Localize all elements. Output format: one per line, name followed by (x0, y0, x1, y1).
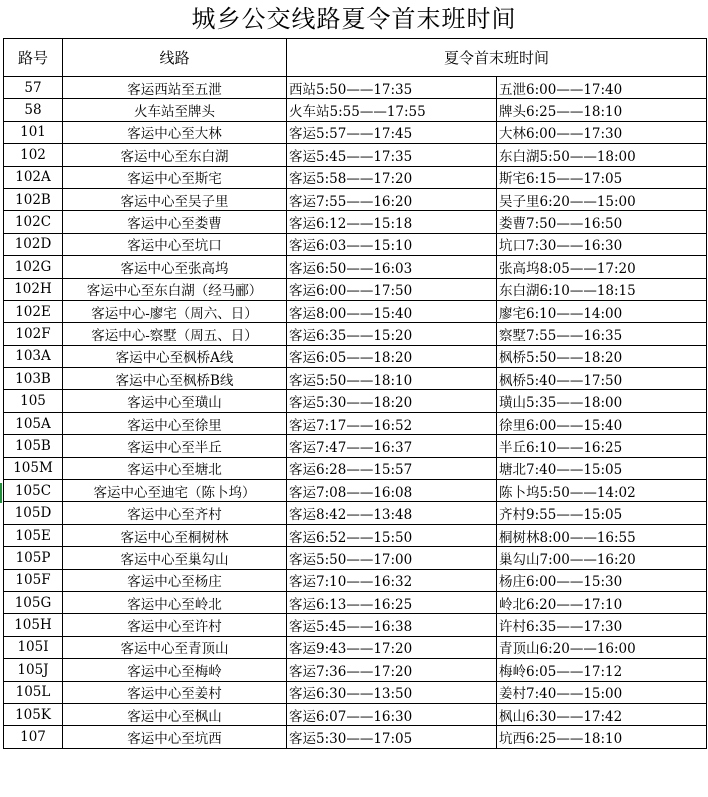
table-row (4, 256, 707, 278)
cell-route[interactable]: 客运中心至塘北 (63, 457, 287, 479)
cell-first-time[interactable]: 客运9:43——17:20 (287, 636, 497, 658)
cell-route-no[interactable]: 105P (4, 547, 63, 569)
cell-route[interactable]: 客运中心至迪宅（陈卜坞） (63, 480, 287, 502)
cell-first-time[interactable]: 客运6:00——17:50 (287, 278, 497, 300)
cell-route[interactable]: 客运中心至璜山 (63, 390, 287, 412)
cell-route-no[interactable]: 103B (4, 368, 63, 390)
cell-last-time[interactable]: 陈卜坞5:50——14:02 (497, 480, 707, 502)
cell-last-time[interactable]: 廖宅6:10——14:00 (497, 300, 707, 322)
table-row (4, 278, 707, 300)
cell-first-time[interactable]: 客运7:55——16:20 (287, 188, 497, 210)
cell-last-time[interactable]: 枫桥5:40——17:50 (497, 368, 707, 390)
cell-last-time[interactable]: 岭北6:20——17:10 (497, 591, 707, 613)
cell-route-no[interactable]: 105E (4, 524, 63, 546)
cell-route-no[interactable]: 105F (4, 569, 63, 591)
cell-first-time[interactable]: 客运7:17——16:52 (287, 412, 497, 434)
table-row (4, 547, 707, 569)
table-row (4, 166, 707, 188)
cell-route[interactable]: 客运中心至枫桥A线 (63, 345, 287, 367)
table-row (4, 368, 707, 390)
cell-route-no[interactable]: 105M (4, 457, 63, 479)
cell-first-time[interactable]: 客运8:42——13:48 (287, 502, 497, 524)
cell-first-time[interactable]: 客运6:30——13:50 (287, 681, 497, 703)
cell-last-time[interactable]: 塘北7:40——15:05 (497, 457, 707, 479)
schedule-table-body (4, 39, 707, 749)
cell-first-time[interactable]: 客运5:57——17:45 (287, 121, 497, 143)
cell-first-time[interactable]: 客运6:05——18:20 (287, 345, 497, 367)
cell-route-no[interactable]: 107 (4, 726, 63, 748)
cell-first-time[interactable]: 客运6:35——15:20 (287, 323, 497, 345)
cell-last-time[interactable]: 五泄6:00——17:40 (497, 77, 707, 99)
cell-route[interactable]: 客运中心至斯宅 (63, 166, 287, 188)
cell-last-time[interactable]: 张高坞8:05——17:20 (497, 256, 707, 278)
table-row (4, 614, 707, 636)
cell-last-time[interactable]: 东白湖6:10——18:15 (497, 278, 707, 300)
cell-route[interactable]: 客运中心至半丘 (63, 435, 287, 457)
cell-first-time[interactable]: 客运5:45——17:35 (287, 144, 497, 166)
table-row (4, 412, 707, 434)
cell-route[interactable]: 客运中心-廖宅（周六、日） (63, 300, 287, 322)
schedule-table (3, 38, 707, 749)
cell-last-time[interactable]: 大林6:00——17:30 (497, 121, 707, 143)
cell-route[interactable]: 客运中心至巢勾山 (63, 547, 287, 569)
header-times[interactable]: 夏令首末班时间 (287, 39, 707, 77)
cell-last-time[interactable]: 桐树林8:00——16:55 (497, 524, 707, 546)
table-row (4, 726, 707, 748)
cell-route[interactable]: 客运中心至坑西 (63, 726, 287, 748)
cell-route-no[interactable]: 102G (4, 256, 63, 278)
cell-last-time[interactable]: 巢勾山7:00——16:20 (497, 547, 707, 569)
table-row (4, 211, 707, 233)
table-header-row (4, 39, 707, 77)
cell-route[interactable]: 客运中心至枫桥B线 (63, 368, 287, 390)
cell-first-time[interactable]: 客运7:10——16:32 (287, 569, 497, 591)
cell-route-no[interactable]: 102B (4, 188, 63, 210)
table-row (4, 233, 707, 255)
cell-last-time[interactable]: 坑西6:25——18:10 (497, 726, 707, 748)
cell-route[interactable]: 客运中心至徐里 (63, 412, 287, 434)
cell-route[interactable]: 客运中心至杨庄 (63, 569, 287, 591)
cell-last-time[interactable]: 璜山5:35——18:00 (497, 390, 707, 412)
cell-last-time[interactable]: 牌头6:25——18:10 (497, 99, 707, 121)
cell-last-time[interactable]: 吴子里6:20——15:00 (497, 188, 707, 210)
table-row (4, 300, 707, 322)
cell-route-no[interactable]: 102 (4, 144, 63, 166)
table-row (4, 435, 707, 457)
cell-last-time[interactable]: 许村6:35——17:30 (497, 614, 707, 636)
table-row (4, 480, 707, 502)
table-row (4, 636, 707, 658)
cell-last-time[interactable]: 徐里6:00——15:40 (497, 412, 707, 434)
cell-first-time[interactable]: 客运6:07——16:30 (287, 703, 497, 725)
cell-route[interactable]: 客运中心-察墅（周五、日） (63, 323, 287, 345)
table-row (4, 591, 707, 613)
cell-first-time[interactable]: 客运7:08——16:08 (287, 480, 497, 502)
cell-route-no[interactable]: 102F (4, 323, 63, 345)
cell-route[interactable]: 火车站至牌头 (63, 99, 287, 121)
cell-last-time[interactable]: 青顶山6:20——16:00 (497, 636, 707, 658)
cell-first-time[interactable]: 客运6:52——15:50 (287, 524, 497, 546)
cell-route-no[interactable]: 58 (4, 99, 63, 121)
cell-route[interactable]: 客运中心至东白湖 (63, 144, 287, 166)
cell-first-time[interactable]: 客运6:03——15:10 (287, 233, 497, 255)
cell-first-time[interactable]: 客运5:50——17:00 (287, 547, 497, 569)
table-row (4, 121, 707, 143)
cell-route-no[interactable]: 105 (4, 390, 63, 412)
cell-route[interactable]: 客运中心至梅岭 (63, 659, 287, 681)
table-row (4, 144, 707, 166)
header-route[interactable]: 线路 (63, 39, 287, 77)
table-row (4, 457, 707, 479)
cell-last-time[interactable]: 娄曹7:50——16:50 (497, 211, 707, 233)
cell-route-no[interactable]: 102D (4, 233, 63, 255)
cell-route-no[interactable]: 105K (4, 703, 63, 725)
cell-route[interactable]: 客运中心至青顶山 (63, 636, 287, 658)
cell-route-no[interactable]: 102E (4, 300, 63, 322)
cell-last-time[interactable]: 察墅7:55——16:35 (497, 323, 707, 345)
cell-route-no[interactable]: 102H (4, 278, 63, 300)
cell-route-no[interactable]: 105G (4, 591, 63, 613)
cell-first-time[interactable]: 客运6:13——16:25 (287, 591, 497, 613)
selected-row-marker (0, 483, 2, 503)
table-row (4, 188, 707, 210)
cell-first-time[interactable]: 客运5:30——18:20 (287, 390, 497, 412)
cell-last-time[interactable]: 梅岭6:05——17:12 (497, 659, 707, 681)
cell-last-time[interactable]: 杨庄6:00——15:30 (497, 569, 707, 591)
cell-route[interactable]: 客运中心至岭北 (63, 591, 287, 613)
cell-first-time[interactable]: 客运6:12——15:18 (287, 211, 497, 233)
cell-first-time[interactable]: 西站5:50——17:35 (287, 77, 497, 99)
header-route-no[interactable]: 路号 (4, 39, 63, 77)
cell-route-no[interactable]: 102C (4, 211, 63, 233)
cell-last-time[interactable]: 东白湖5:50——18:00 (497, 144, 707, 166)
cell-route-no[interactable]: 105C (4, 480, 63, 502)
cell-first-time[interactable]: 客运5:45——16:38 (287, 614, 497, 636)
table-row (4, 524, 707, 546)
table-row (4, 502, 707, 524)
table-row (4, 569, 707, 591)
cell-last-time[interactable]: 齐村9:55——15:05 (497, 502, 707, 524)
cell-first-time[interactable]: 客运7:36——17:20 (287, 659, 497, 681)
cell-first-time[interactable]: 客运5:50——18:10 (287, 368, 497, 390)
cell-route[interactable]: 客运中心至大林 (63, 121, 287, 143)
cell-route[interactable]: 客运中心至姜村 (63, 681, 287, 703)
cell-first-time[interactable]: 客运8:00——15:40 (287, 300, 497, 322)
cell-route[interactable]: 客运中心至桐树林 (63, 524, 287, 546)
cell-route[interactable]: 客运中心至齐村 (63, 502, 287, 524)
table-row (4, 323, 707, 345)
cell-route-no[interactable]: 105H (4, 614, 63, 636)
cell-first-time[interactable]: 客运7:47——16:37 (287, 435, 497, 457)
cell-route-no[interactable]: 102A (4, 166, 63, 188)
cell-route[interactable]: 客运中心至枫山 (63, 703, 287, 725)
cell-route[interactable]: 客运中心至坑口 (63, 233, 287, 255)
table-row (4, 659, 707, 681)
table-row (4, 77, 707, 99)
cell-last-time[interactable]: 半丘6:10——16:25 (497, 435, 707, 457)
cell-route-no[interactable]: 105A (4, 412, 63, 434)
cell-route[interactable]: 客运西站至五泄 (63, 77, 287, 99)
cell-first-time[interactable]: 客运5:58——17:20 (287, 166, 497, 188)
cell-route[interactable]: 客运中心至娄曹 (63, 211, 287, 233)
table-row (4, 703, 707, 725)
cell-route-no[interactable]: 103A (4, 345, 63, 367)
cell-route[interactable]: 客运中心至东白湖（经马郦） (63, 278, 287, 300)
table-row (4, 681, 707, 703)
cell-last-time[interactable]: 枫桥5:50——18:20 (497, 345, 707, 367)
cell-last-time[interactable]: 斯宅6:15——17:05 (497, 166, 707, 188)
cell-route-no[interactable]: 105I (4, 636, 63, 658)
cell-last-time[interactable]: 坑口7:30——16:30 (497, 233, 707, 255)
cell-route-no[interactable]: 57 (4, 77, 63, 99)
table-row (4, 99, 707, 121)
cell-first-time[interactable]: 客运5:30——17:05 (287, 726, 497, 748)
cell-last-time[interactable]: 姜村7:40——15:00 (497, 681, 707, 703)
page-title: 城乡公交线路夏令首末班时间 (191, 5, 517, 33)
cell-route-no[interactable]: 105D (4, 502, 63, 524)
cell-first-time[interactable]: 客运6:28——15:57 (287, 457, 497, 479)
cell-route-no[interactable]: 105L (4, 681, 63, 703)
cell-route-no[interactable]: 105B (4, 435, 63, 457)
cell-first-time[interactable]: 客运6:50——16:03 (287, 256, 497, 278)
cell-route[interactable]: 客运中心至张高坞 (63, 256, 287, 278)
cell-last-time[interactable]: 枫山6:30——17:42 (497, 703, 707, 725)
table-row (4, 345, 707, 367)
table-row (4, 390, 707, 412)
cell-first-time[interactable]: 火车站5:55——17:55 (287, 99, 497, 121)
cell-route-no[interactable]: 105J (4, 659, 63, 681)
cell-route-no[interactable]: 101 (4, 121, 63, 143)
cell-route[interactable]: 客运中心至许村 (63, 614, 287, 636)
cell-route[interactable]: 客运中心至吴子里 (63, 188, 287, 210)
